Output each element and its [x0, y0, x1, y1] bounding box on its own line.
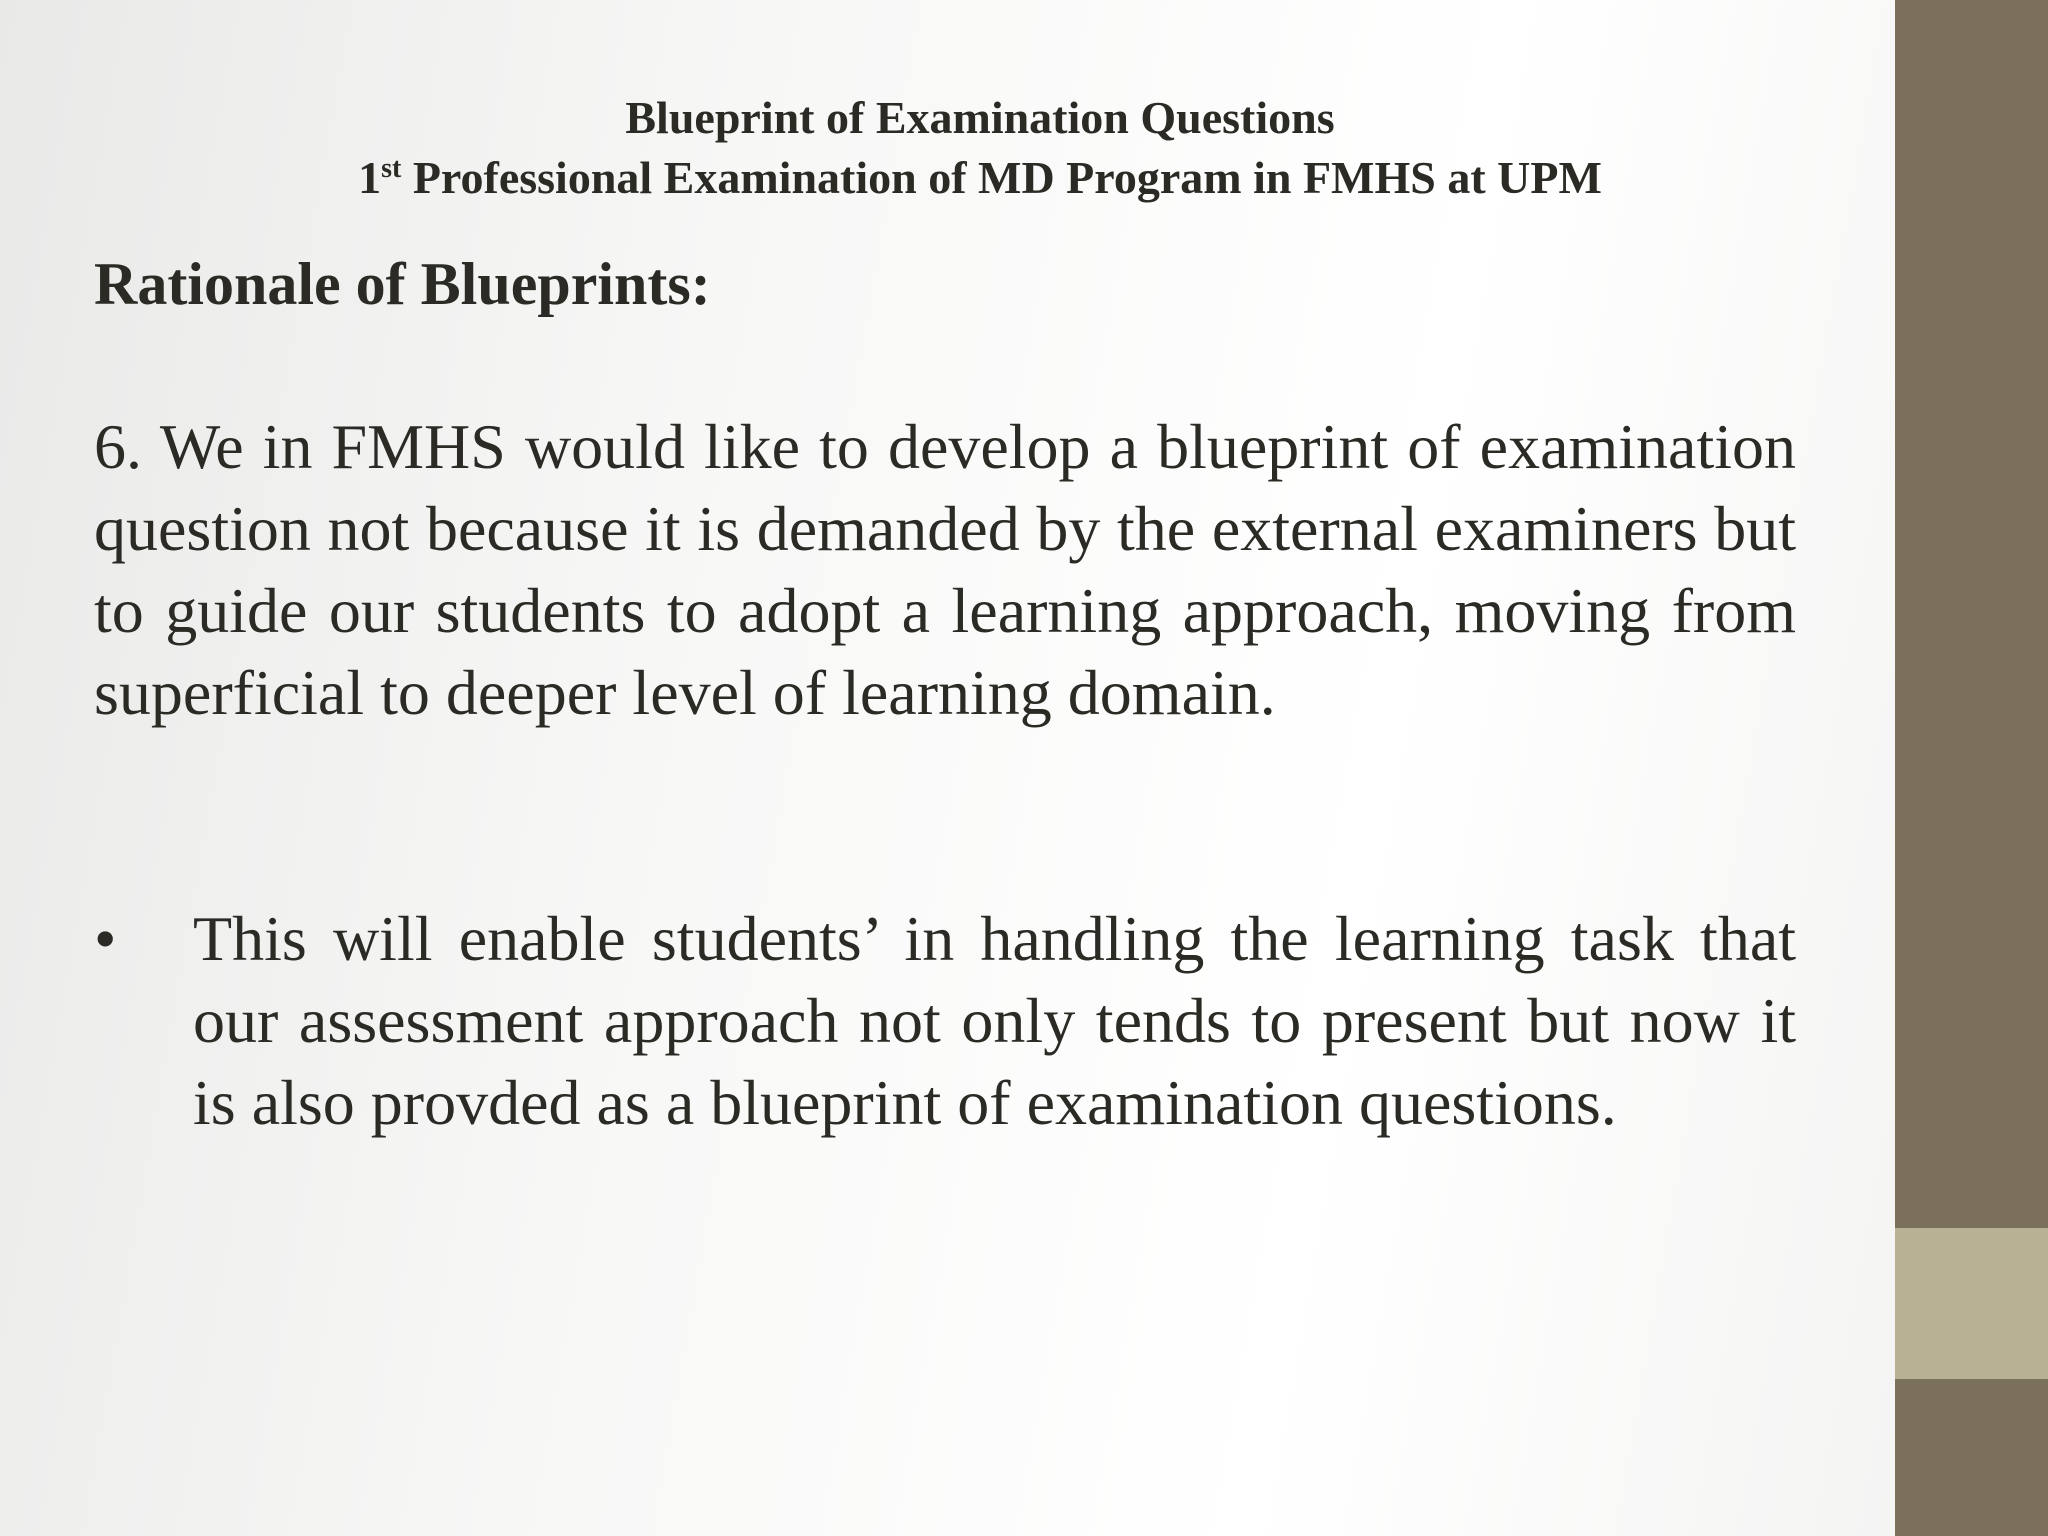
subtitle-ordinal-suffix: st — [381, 153, 402, 184]
header-title: Blueprint of Examination Questions — [625, 92, 1335, 143]
subtitle-text: Professional Examination of MD Program in FMHS at UPM — [401, 152, 1602, 203]
sidebar-accent-block — [1895, 1228, 2048, 1379]
slide-header — [0, 88, 1895, 208]
subtitle-ordinal-number: 1 — [358, 152, 382, 203]
section-heading: Rationale of Blueprints: — [94, 251, 711, 317]
decorative-sidebar — [1895, 0, 2048, 1536]
bullet-item — [94, 898, 1796, 1144]
rationale-paragraph: 6. We in FMHS would like to develop a blueprint of examination question not because it is demanded by the external examiners but to guide our students to adopt a learning approach, moving from superficial to deeper level of learning domain. — [94, 411, 1796, 728]
bullet-icon: • — [94, 903, 117, 974]
header-subtitle — [0, 148, 1895, 208]
bullet-text: This will enable students’ in handling the learning task that our assessment approach not only tends to present but now it is also provded as a blueprint of examination questions. — [193, 903, 1796, 1138]
